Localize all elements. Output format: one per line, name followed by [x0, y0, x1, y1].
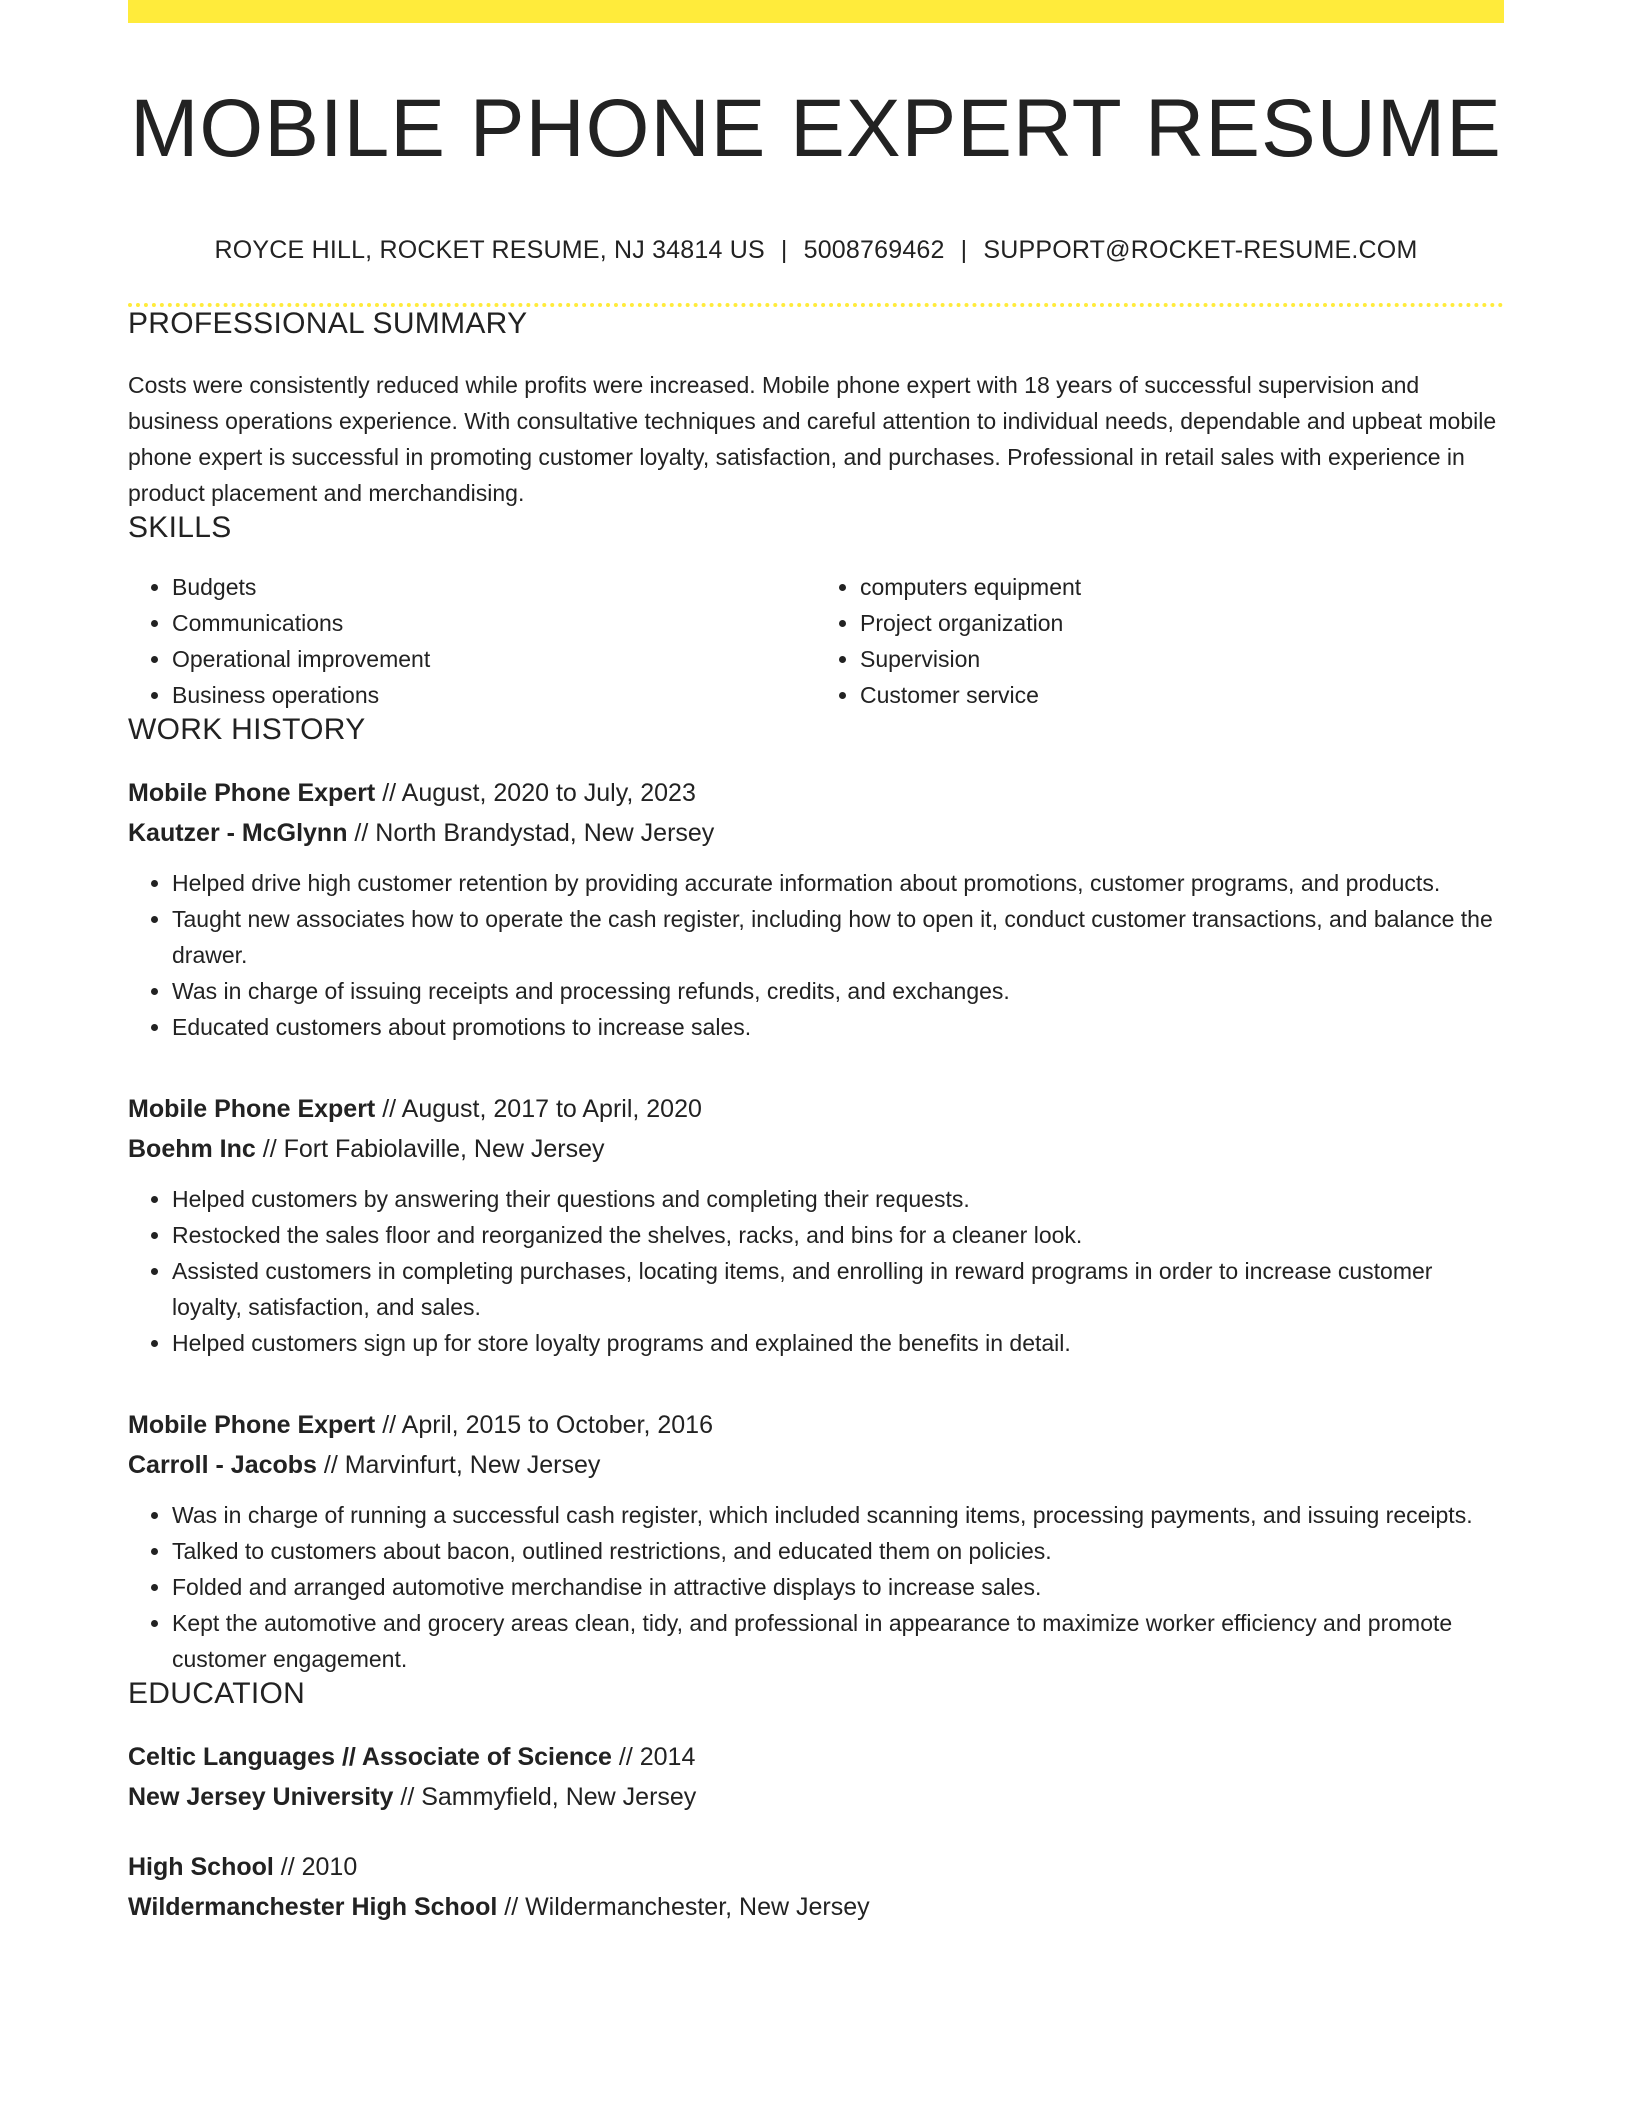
- resume-title: MOBILE PHONE EXPERT RESUME: [130, 83, 1502, 174]
- skills-list: [128, 569, 1504, 713]
- job-company: Carroll - Jacobs: [128, 1451, 317, 1480]
- skills-heading: SKILLS: [128, 511, 232, 545]
- education-entry: [128, 1847, 1504, 1927]
- job-bullet: • Helped customers sign up for store loyalty programs and explained the benefits in detail.: [172, 1325, 1504, 1361]
- education-school: Wildermanchester High School: [128, 1893, 498, 1922]
- job-company-line: [128, 1129, 1504, 1169]
- job-bullet: • Restocked the sales floor and reorganized the shelves, racks, and bins for a cleaner look.: [172, 1217, 1504, 1253]
- job-bullet: • Assisted customers in completing purchases, locating items, and enrolling in reward programs in order to increase customer loyalty, satisfaction, and sales.: [172, 1253, 1504, 1325]
- job-location: // North Brandystad, New Jersey: [347, 819, 715, 848]
- education-year: // 2010: [273, 1853, 358, 1882]
- skill-item: • Customer service: [860, 677, 1504, 713]
- job-bullet: • Talked to customers about bacon, outlined restrictions, and educated them on policies.: [172, 1533, 1504, 1569]
- skill-item: • computers equipment: [860, 569, 1504, 605]
- skill-item: • Budgets: [172, 569, 816, 605]
- education-year: // 2014: [611, 1743, 696, 1772]
- job-dates: // August, 2020 to July, 2023: [375, 779, 696, 808]
- job-title: Mobile Phone Expert: [128, 1411, 376, 1440]
- education-location: // Wildermanchester, New Jersey: [497, 1893, 870, 1922]
- skill-item: • Operational improvement: [172, 641, 816, 677]
- job-location: // Fort Fabiolaville, New Jersey: [255, 1135, 605, 1164]
- education-degree: Celtic Languages // Associate of Science: [128, 1743, 612, 1772]
- job-title: Mobile Phone Expert: [128, 779, 376, 808]
- summary-heading: PROFESSIONAL SUMMARY: [128, 307, 528, 341]
- resume-page: [128, 0, 1504, 1927]
- job-title-line: [128, 773, 1504, 813]
- contact-phone: 5008769462: [803, 236, 945, 265]
- summary-text: Costs were consistently reduced while profits were increased. Mobile phone expert with 18 years of successful supervision and business operations experience. With consultative techniques and careful attention to individual needs, dependable and upbeat mobile phone expert is successful in promoting customer loyalty, satisfaction, and purchases. Professional in retail sales with experience in product placement and merchandising.: [128, 372, 1497, 507]
- job-company-line: [128, 813, 1504, 853]
- job-bullet: • Was in charge of running a successful cash register, which included scanning items, processing payments, and issuing receipts.: [172, 1497, 1504, 1533]
- job-bullets: [128, 1497, 1504, 1677]
- skill-item: • Supervision: [860, 641, 1504, 677]
- skill-item: • Business operations: [172, 677, 816, 713]
- job-company: Boehm Inc: [128, 1135, 256, 1164]
- job-bullet: • Helped drive high customer retention by providing accurate information about promotions, customer programs, and products.: [172, 865, 1504, 901]
- job-bullet: • Kept the automotive and grocery areas clean, tidy, and professional in appearance to maximize worker efficiency and promote customer engagement.: [172, 1605, 1504, 1677]
- job-bullets: [128, 865, 1504, 1045]
- education-school-line: [128, 1887, 1504, 1927]
- education-school-line: [128, 1777, 1504, 1817]
- job-entry: [128, 773, 1504, 1045]
- job-bullet: • Educated customers about promotions to increase sales.: [172, 1009, 1504, 1045]
- education-entry: [128, 1737, 1504, 1817]
- accent-bar: [128, 0, 1504, 23]
- contact-address: ROYCE HILL, ROCKET RESUME, NJ 34814 US: [214, 236, 765, 265]
- job-title-line: [128, 1405, 1504, 1445]
- contact-separator: |: [780, 236, 788, 265]
- skills-column-right: [816, 569, 1504, 713]
- job-title: Mobile Phone Expert: [128, 1095, 376, 1124]
- job-bullet: • Helped customers by answering their questions and completing their requests.: [172, 1181, 1504, 1217]
- job-dates: // August, 2017 to April, 2020: [375, 1095, 702, 1124]
- job-company: Kautzer - McGlynn: [128, 819, 348, 848]
- education-heading: EDUCATION: [128, 1677, 306, 1711]
- job-dates: // April, 2015 to October, 2016: [375, 1411, 713, 1440]
- skill-item: • Project organization: [860, 605, 1504, 641]
- job-bullet: • Taught new associates how to operate the cash register, including how to open it, conduct customer transactions, and balance the drawer.: [172, 901, 1504, 973]
- job-company-line: [128, 1445, 1504, 1485]
- job-bullet: • Was in charge of issuing receipts and processing refunds, credits, and exchanges.: [172, 973, 1504, 1009]
- skill-item: • Communications: [172, 605, 816, 641]
- education-degree: High School: [128, 1853, 274, 1882]
- job-bullets: [128, 1181, 1504, 1361]
- job-bullet: • Folded and arranged automotive merchandise in attractive displays to increase sales.: [172, 1569, 1504, 1605]
- job-entry: [128, 1405, 1504, 1677]
- education-location: // Sammyfield, New Jersey: [393, 1783, 697, 1812]
- contact-line: [128, 236, 1504, 265]
- work-history-heading: WORK HISTORY: [128, 713, 366, 747]
- job-entry: [128, 1089, 1504, 1361]
- job-title-line: [128, 1089, 1504, 1129]
- contact-separator: |: [960, 236, 968, 265]
- job-location: // Marvinfurt, New Jersey: [316, 1451, 601, 1480]
- education-degree-line: [128, 1737, 1504, 1777]
- education-degree-line: [128, 1847, 1504, 1887]
- contact-email: SUPPORT@ROCKET-RESUME.COM: [983, 236, 1418, 265]
- education-school: New Jersey University: [128, 1783, 394, 1812]
- skills-column-left: [128, 569, 816, 713]
